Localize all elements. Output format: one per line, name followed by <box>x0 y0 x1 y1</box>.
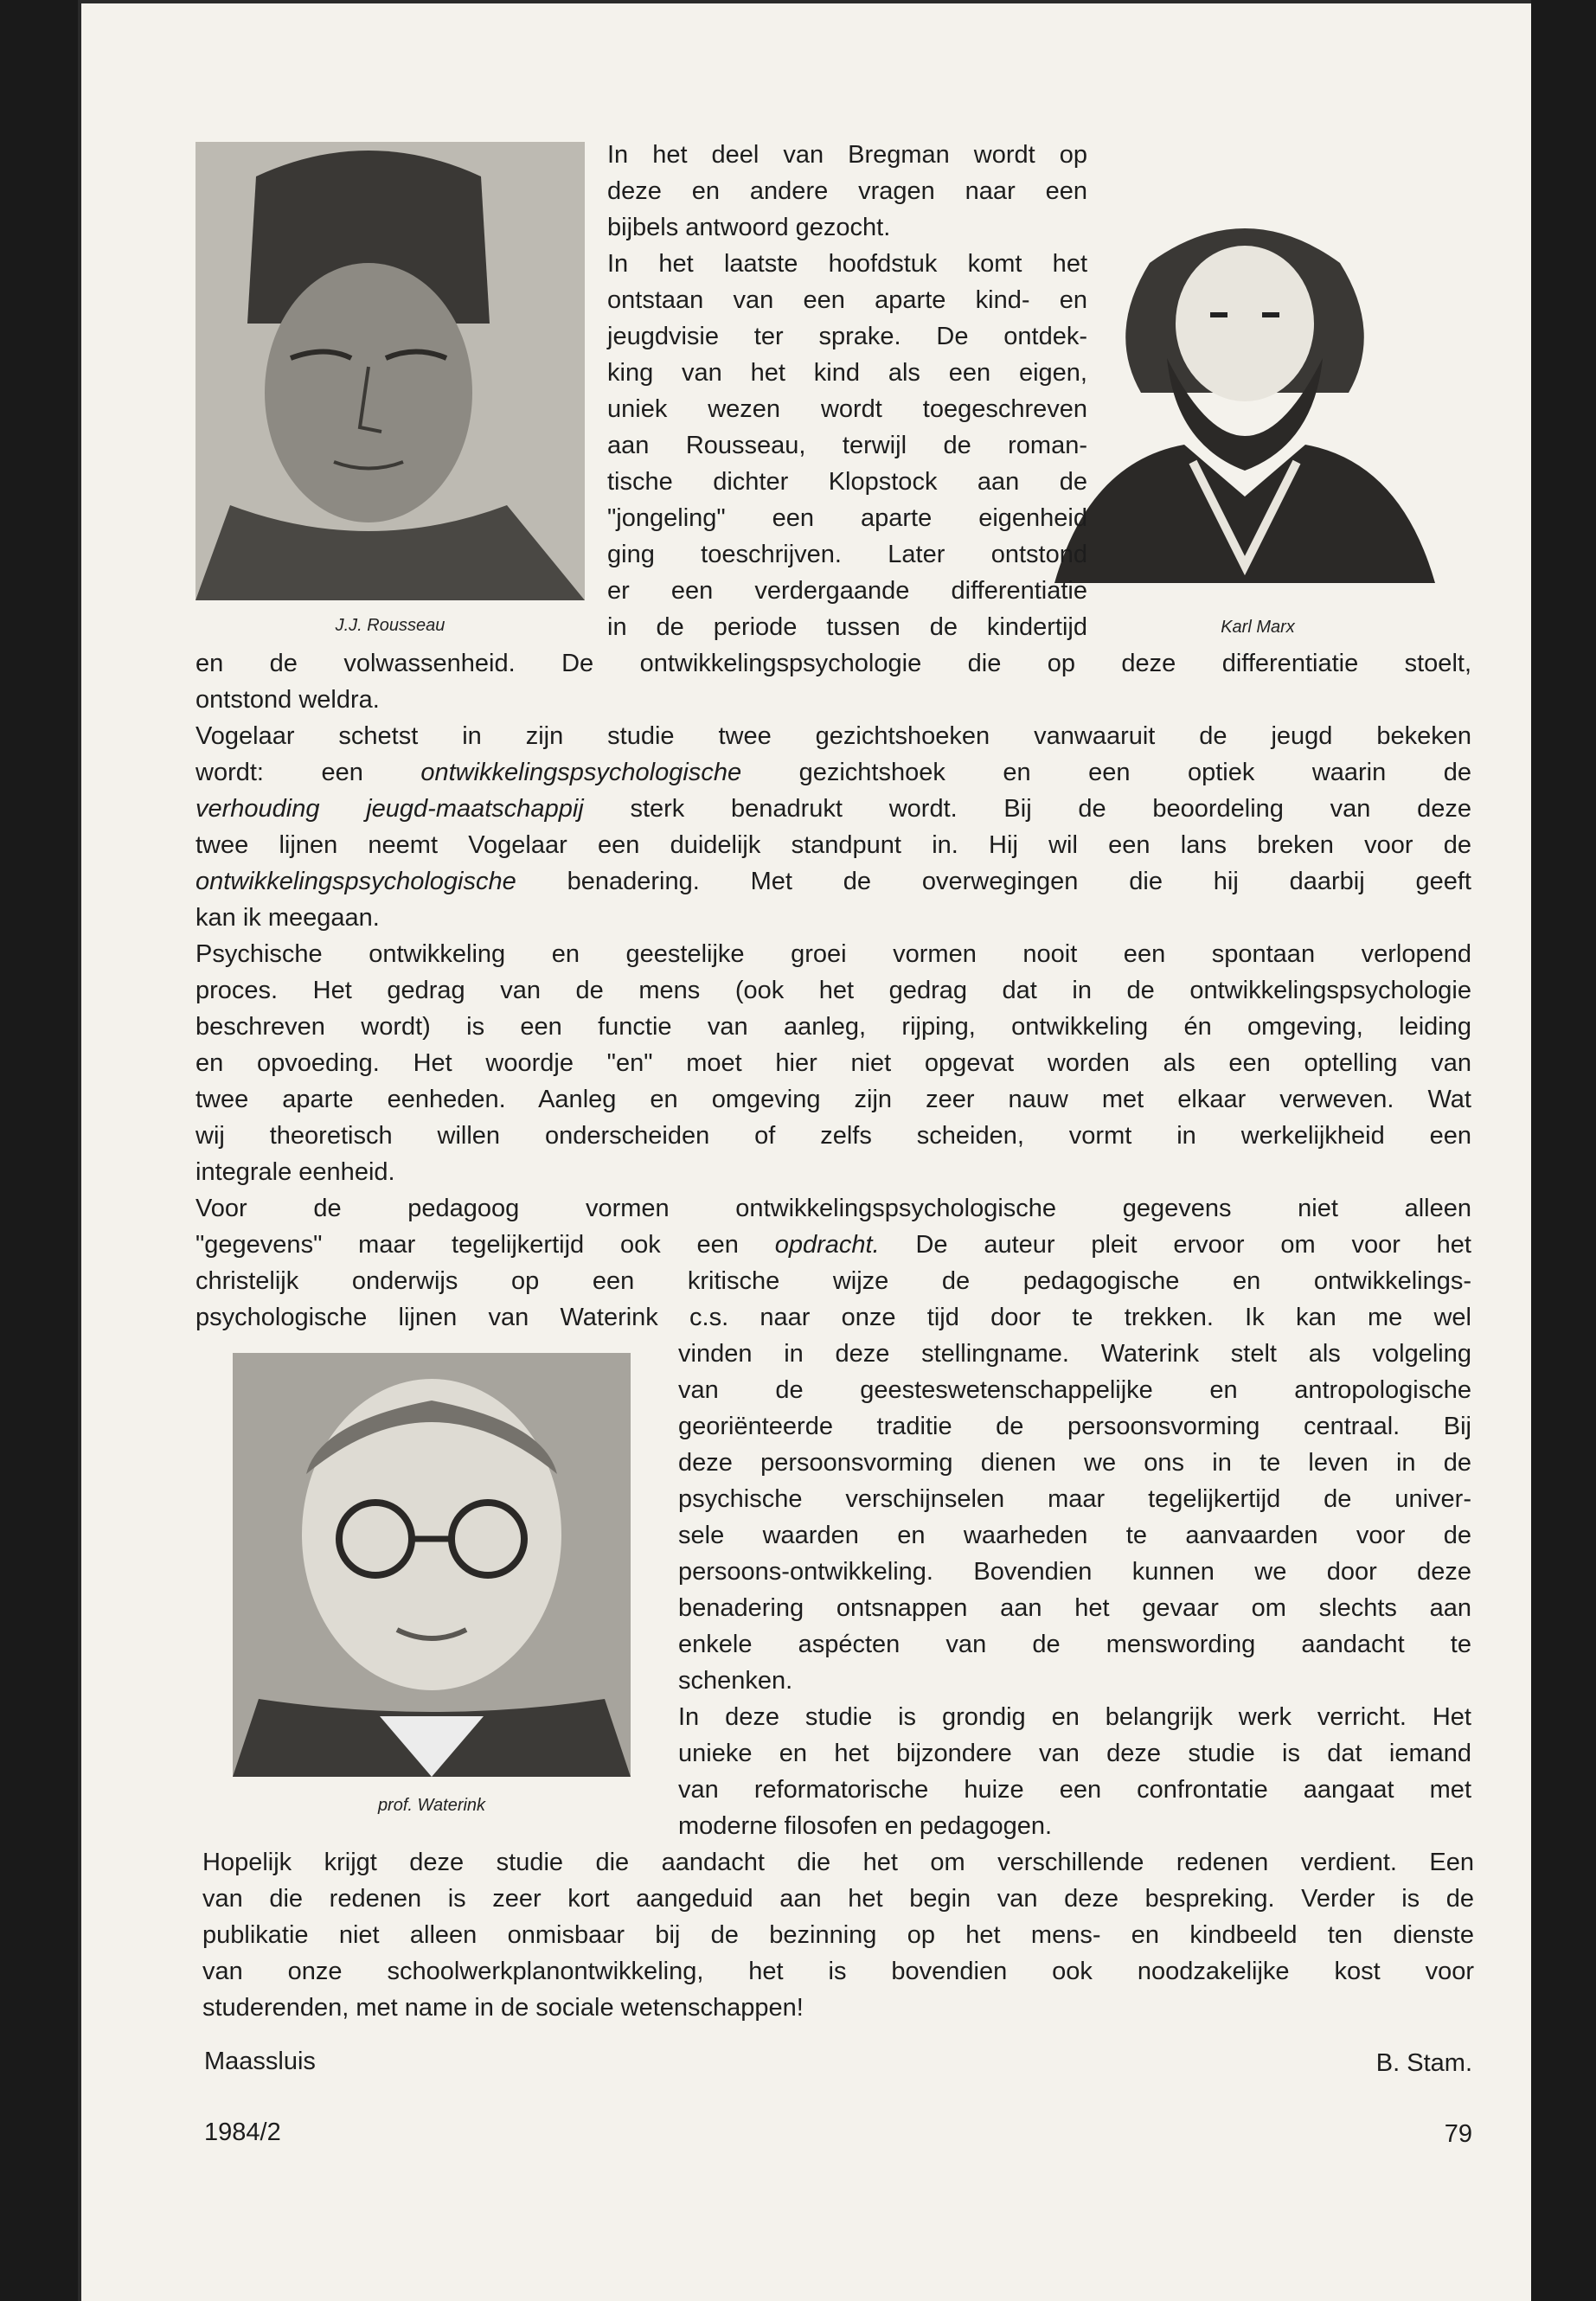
text-line: benadering ontsnappen aan het gevaar om slechts aan <box>678 1594 1471 1622</box>
text-line: proces. Het gedrag van de mens (ook het gedrag dat in de ontwikkelingspsychologie <box>195 977 1471 1004</box>
rousseau-portrait <box>195 142 585 600</box>
text-line: van onze schoolwerkplanontwikkeling, het is bovendien ook noodzakelijke kost voor <box>202 1958 1474 1985</box>
text-line: beschreven wordt) is een functie van aanleg, rijping, ontwikkeling én omgeving, leiding <box>195 1013 1471 1041</box>
text-line: kan ik meegaan. <box>195 904 380 932</box>
text-line: studerenden, met name in de sociale wetenschappen! <box>202 1994 804 2022</box>
text-line: twee lijnen neemt Vogelaar een duidelijk standpunt in. Hij wil een lans breken voor de <box>195 831 1471 859</box>
text-line: van de geesteswetenschappelijke en antropologische <box>678 1376 1471 1404</box>
text-line: psychologische lijnen van Waterink c.s. naar onze tijd door te trekken. Ik kan me wel <box>195 1304 1471 1331</box>
text-line <box>195 754 1471 791</box>
marx-portrait <box>1037 185 1452 592</box>
text-line: en de volwassenheid. De ontwikkelingspsychologie die op deze differentiatie stoelt, <box>195 650 1471 677</box>
text-run: benadering. Met de overwegingen die hij daarbij geeft <box>516 868 1471 895</box>
rousseau-caption: J.J. Rousseau <box>335 616 445 635</box>
text-run: "gegevens" maar tegelijkertijd ook een <box>195 1231 775 1259</box>
signature-place: Maassluis <box>204 2048 316 2075</box>
text-line: Psychische ontwikkeling en geestelijke groei vormen nooit een spontaan verlopend <box>195 940 1471 968</box>
text-line <box>195 863 1471 900</box>
text-line: Voor de pedagoog vormen ontwikkelingspsychologische gegevens niet alleen <box>195 1195 1471 1222</box>
text-line: ontstond weldra. <box>195 686 380 714</box>
italic-run: verhouding jeugd-maatschappij <box>195 795 584 823</box>
text-line: In deze studie is grondig en belangrijk werk verricht. Het <box>678 1703 1471 1731</box>
text-run: gezichtshoek en een optiek waarin de <box>741 759 1471 786</box>
text-line: wij theoretisch willen onderscheiden of zelfs scheiden, vormt in werkelijkheid een <box>195 1122 1471 1150</box>
text-run: De auteur pleit ervoor om voor het <box>879 1231 1471 1259</box>
text-line: king van het kind als een eigen, <box>607 359 1087 387</box>
text-line: Vogelaar schetst in zijn studie twee gezichtshoeken vanwaaruit de jeugd bekeken <box>195 722 1471 750</box>
text-line: psychische verschijnselen maar tegelijkertijd de univer- <box>678 1485 1471 1513</box>
text-line: deze en andere vragen naar een <box>607 177 1087 205</box>
text-line: bijbels antwoord gezocht. <box>607 214 891 241</box>
text-line: sele waarden en waarheden te aanvaarden voor de <box>678 1522 1471 1549</box>
waterink-caption: prof. Waterink <box>377 1796 486 1815</box>
text-line: integrale eenheid. <box>195 1158 395 1186</box>
text-line: van reformatorische huize een confrontatie aangaat met <box>678 1776 1471 1804</box>
text-line <box>195 1227 1471 1263</box>
text-line: christelijk onderwijs op een kritische wijze de pedagogische en ontwikkelings- <box>195 1267 1471 1295</box>
text-line: georiënteerde traditie de persoonsvorming centraal. Bij <box>678 1413 1471 1440</box>
text-line <box>195 791 1471 827</box>
text-line: ontstaan van een aparte kind- en <box>607 286 1087 314</box>
text-line: Hopelijk krijgt deze studie die aandacht die het om verschillende redenen verdient. Een <box>202 1849 1474 1876</box>
page-number: 79 <box>1444 2120 1472 2148</box>
text-line: deze persoonsvorming dienen we ons in te leven in de <box>678 1449 1471 1477</box>
text-line: enkele aspécten van de menswording aandacht te <box>678 1631 1471 1658</box>
text-line: unieke en het bijzondere van deze studie is dat iemand <box>678 1740 1471 1767</box>
text-line: moderne filosofen en pedagogen. <box>678 1812 1053 1840</box>
text-line: jeugdvisie ter sprake. De ontdek- <box>607 323 1087 350</box>
text-line: uniek wezen wordt toegeschreven <box>607 395 1087 423</box>
text-line: twee aparte eenheden. Aanleg en omgeving zijn zeer nauw met elkaar verweven. Wat <box>195 1086 1471 1113</box>
text-line: In het deel van Bregman wordt op <box>607 141 1087 169</box>
signature-author: B. Stam. <box>1375 2049 1472 2077</box>
text-line: aan Rousseau, terwijl de roman- <box>607 432 1087 459</box>
italic-run: ontwikkelingspsychologische <box>420 759 742 786</box>
text-line: van die redenen is zeer kort aangeduid aan het begin van deze bespreking. Verder is de <box>202 1885 1474 1913</box>
text-line: ging toeschrijven. Later ontstond <box>607 541 1087 568</box>
text-line: publikatie niet alleen onmisbaar bij de bezinning op het mens- en kindbeeld ten dienste <box>202 1921 1474 1949</box>
text-run: wordt: een <box>195 759 421 786</box>
text-run: sterk benadrukt wordt. Bij de beoordeling van deze <box>583 795 1471 823</box>
italic-run: ontwikkelingspsychologische <box>195 868 516 895</box>
text-line: in de periode tussen de kindertijd <box>607 613 1087 641</box>
marx-caption: Karl Marx <box>1221 618 1295 637</box>
text-line: "jongeling" een aparte eigenheid <box>607 504 1087 532</box>
text-line: persoons-ontwikkeling. Bovendien kunnen we door deze <box>678 1558 1471 1586</box>
page <box>78 0 1531 2301</box>
issue-number: 1984/2 <box>204 2118 281 2146</box>
waterink-portrait <box>233 1353 631 1777</box>
italic-run: opdracht. <box>774 1231 880 1259</box>
text-line: er een verdergaande differentiatie <box>607 577 1087 605</box>
text-line: vinden in deze stellingname. Waterink stelt als volgeling <box>678 1340 1471 1368</box>
text-line: tische dichter Klopstock aan de <box>607 468 1087 496</box>
text-line: schenken. <box>678 1667 793 1695</box>
text-line: In het laatste hoofdstuk komt het <box>607 250 1087 278</box>
text-line: en opvoeding. Het woordje "en" moet hier niet opgevat worden als een optelling van <box>195 1049 1471 1077</box>
